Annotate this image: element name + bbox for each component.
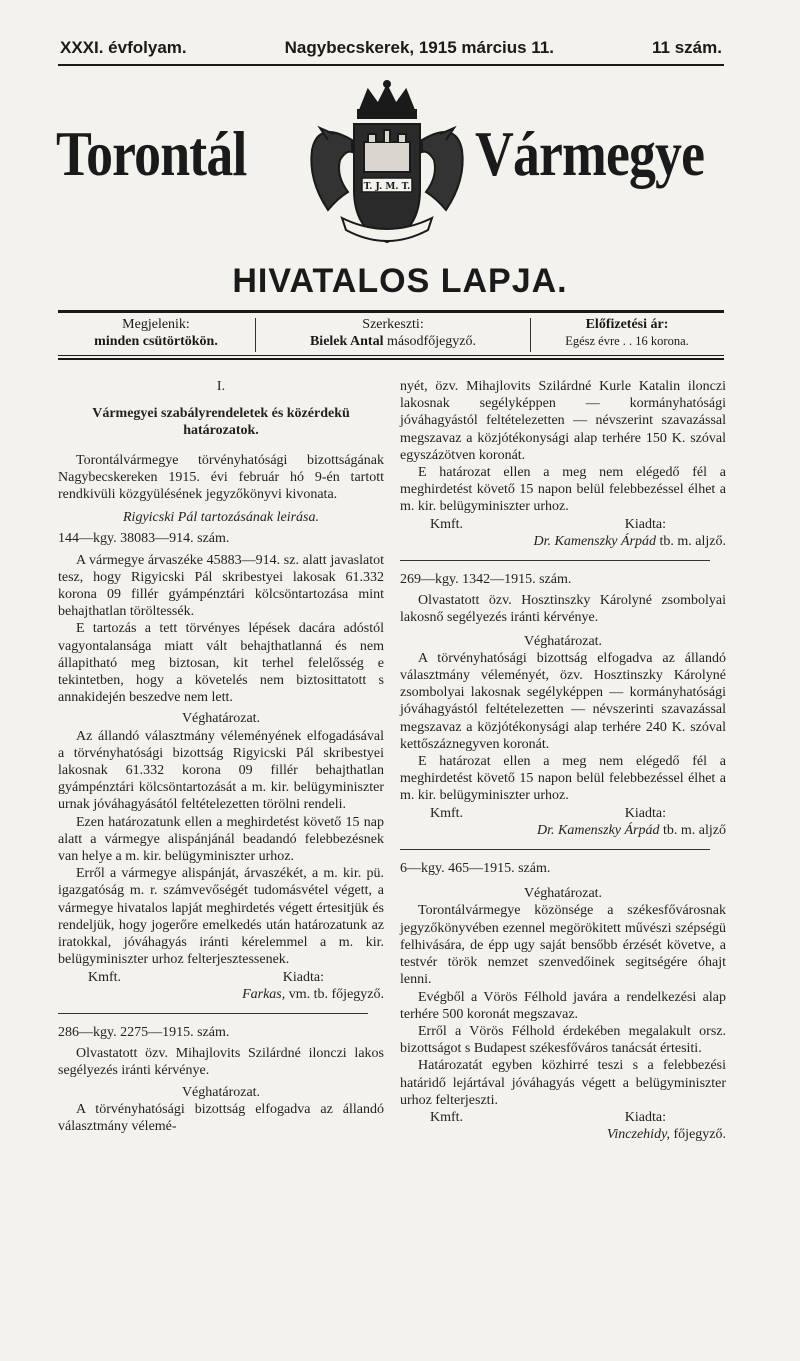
header-line — [60, 38, 722, 58]
coat-of-arms-icon — [298, 80, 476, 256]
editor-label: Szerkeszti: — [362, 317, 424, 332]
case1-paragraph: Ezen határozatunk ellen a meghirdetést követő 15 nap alatt a vármegye alispánjánál beadandó felebbezésnek van helye a m. kir. belügyminiszter urhoz. — [58, 814, 384, 865]
case2-reference: 286—kgy. 2275—1915. szám. — [58, 1024, 230, 1040]
volume-label: XXXI. évfolyam. — [60, 38, 187, 57]
case2-decision-heading: Véghatározat. — [181, 1084, 261, 1100]
case1-decision-heading: Véghatározat. — [181, 711, 261, 727]
appears-label: Megjelenik: — [122, 317, 190, 332]
case2-paragraph: Olvastatott özv. Mihajlovits Szilárdné ilonczi lakos segélyezés iránti kérvénye. — [58, 1046, 384, 1079]
case-separator — [58, 1013, 368, 1014]
editor-name: Bielek Antal — [309, 334, 384, 349]
case2-signature-line — [400, 516, 726, 533]
info-rule-bottom — [58, 355, 724, 356]
case3-paragraph: Olvastatott özv. Hosztinszky Károlyné zsombolyai lakosnő segélyezés iránti kérvénye. — [400, 593, 726, 626]
appears-value: minden csütörtökön. — [94, 334, 218, 349]
case1-paragraph: A vármegye árvaszéke 45883—914. sz. alatt javaslatot tesz, hogy Rigyicski Pál skribestyei lakosak 61.332 korona 09 fillér gyámpénztári kölcsöntartozása mint behajthatlan töröltessék. — [58, 552, 384, 620]
title-left: Torontál — [56, 118, 247, 189]
info-appears — [58, 316, 254, 356]
intro-paragraph: Torontálvármegye törvényhatósági bizottságának Nagybecskereken 1915. évi február hó 9-én tartott rendkivüli közgyülésének jegyzőkönyvi kivonata. — [58, 452, 384, 503]
case2-continuation: nyét, özv. Mihajlovits Szilárdné Kurle Katalin ilonczi lakosnak segélyképpen — kormányhatósági jóváhagyástól feltételezetten — névszerint szavazással megszavaz a közjótékonysági alap terhére 150 K. szóval egyszázötven koronát. — [400, 379, 726, 463]
header-rule — [58, 64, 724, 66]
case1-signature-line — [58, 969, 384, 986]
info-subscription — [531, 316, 723, 356]
section-title: Vármegyei szabályrendeletek és közérdekü határozatok. — [92, 406, 350, 439]
editor-title: másodfőjegyző. — [386, 334, 477, 349]
masthead-subtitle: HIVATALOS LAPJA. — [232, 262, 568, 300]
case4-paragraph: Erről a Vörös Félhold érdekében megalakult orsz. bizottságot s Budapest székesfőváros tanácsát értesiti. — [400, 1023, 726, 1057]
kmft-label: Kmft. — [430, 805, 464, 821]
case4-paragraph: Evégből a Vörös Félhold javára a rendelkezési alap terhére 500 koronát megszavaz. — [400, 989, 726, 1022]
case4-paragraph: Torontálvármegye közönsége a székesfővárosnak jegyzőkönyvében ezennel megörökitett művészi szépségü felhivására, de épp ugy saját bensőbb érzését követve, a testvér török nemzet szenvedőinek segitségére óhajt lenni. — [400, 903, 726, 988]
subscription-value: Egész évre . . 16 korona. — [565, 334, 689, 348]
issue-number: 11 szám. — [652, 38, 722, 57]
info-rule-top — [58, 310, 724, 313]
case3-reference: 269—kgy. 1342—1915. szám. — [400, 572, 572, 588]
case3-signer: Dr. Kamenszky Árpád tb. m. aljző — [537, 822, 726, 838]
case2-signer: Dr. Kamenszky Árpád tb. m. aljző. — [533, 533, 726, 549]
kiadta-label: Kiadta: — [624, 805, 666, 821]
left-column — [58, 378, 384, 1135]
kmft-label: Kmft. — [88, 969, 122, 985]
info-rule-bottom-2 — [58, 358, 724, 360]
case1-paragraph: E tartozás a tett törvényes lépések dacára adóstól vagyontalansága miatt vált behajthatlanná és nem állapitható meg biztosan, kit terhel felelősség e tekintetben, hogy a követelés nem biztosittatott s annakidején beszedve nem lett. — [58, 621, 384, 706]
kiadta-label: Kiadta: — [624, 516, 666, 532]
case1-paragraph: Az állandó választmány véleményének elfogadásával a törvényhatósági bizottság Rigyicski Pál skribestyei lakosnak 61.332 korona 09 fillér behajthatlan gyámpénztári kölcsöntartozását a m. kir. belügyminiszter urnak jóváhagyásától feltételezetten törölni rendeli. — [58, 728, 384, 813]
case1-signer: Farkas, vm. tb. főjegyző. — [242, 986, 384, 1002]
section-number: I. — [216, 379, 226, 394]
case3-decision-heading: Véghatározat. — [523, 633, 603, 649]
case1-title: Rigyicski Pál tartozásának leirása. — [123, 510, 319, 526]
case3-paragraph: A törvényhatósági bizottság elfogadva az állandó választmány véleményét, özv. Hosztinszky Károlyné zsombolyai lakosnak segélyképpen — kormányhatósági jóváhagyástól feltételezetten — névszerinti szavazással megszavaz a közjótékonysági alap terhére 240 K. szóval kettőszáznegyven koronát. — [400, 650, 726, 752]
crest-text: T. J. M. T. — [363, 182, 411, 192]
case4-signer: Vinczehidy, főjegyző. — [606, 1127, 726, 1143]
right-column — [400, 378, 726, 1143]
case4-paragraph: Határozatát egyben közhirré teszi s a felebbezési határidő lejártával jóváhagyás végett a belügyminiszter urhoz felterjeszti. — [400, 1058, 726, 1108]
case2-paragraph: A törvényhatósági bizottság elfogadva az állandó választmány vélemé- — [58, 1101, 384, 1134]
case3-signature-line — [400, 805, 726, 822]
kiadta-label: Kiadta: — [282, 969, 324, 985]
case2-paragraph: E határozat ellen a meg nem elégedő fél a meghirdetést követő 15 napon belül felebbezéssel élhet a m. kir. belügyminiszter urhoz. — [400, 465, 726, 515]
case3-paragraph: E határozat ellen a meg nem elégedő fél a meghirdetést követő 15 napon belül felebbezéssel élhet a m. kir. belügyminiszter urhoz. — [400, 754, 726, 804]
case4-reference: 6—kgy. 465—1915. szám. — [400, 861, 551, 877]
case-separator — [400, 560, 710, 561]
case1-paragraph: Erről a vármegye alispánját, árvaszékét, a m. kir. pü. igazgatóság m. r. számvevőségét tudomásvétel végett, a vármegye hivatalos lapját meghirdetés végett értesitjük és rendeljük, hogy jogerőre emelkedés után határozatunk az iratokkal, jóváhagyás iránti kérelemmel a m. kir. belügyminiszter urhoz felterjesztessenek. — [58, 866, 384, 968]
case4-signature-line — [400, 1109, 726, 1126]
kiadta-label: Kiadta: — [624, 1109, 666, 1125]
place-date: Nagybecskerek, 1915 március 11. — [284, 38, 555, 57]
case4-decision-heading: Véghatározat. — [523, 886, 603, 902]
subscription-label: Előfizetési ár: — [585, 317, 669, 332]
info-editor — [256, 316, 530, 356]
case1-reference: 144—kgy. 38083—914. szám. — [58, 531, 230, 547]
title-right: Vármegye — [475, 118, 705, 189]
kmft-label: Kmft. — [430, 1109, 464, 1125]
kmft-label: Kmft. — [430, 516, 464, 532]
case-separator — [400, 849, 710, 850]
